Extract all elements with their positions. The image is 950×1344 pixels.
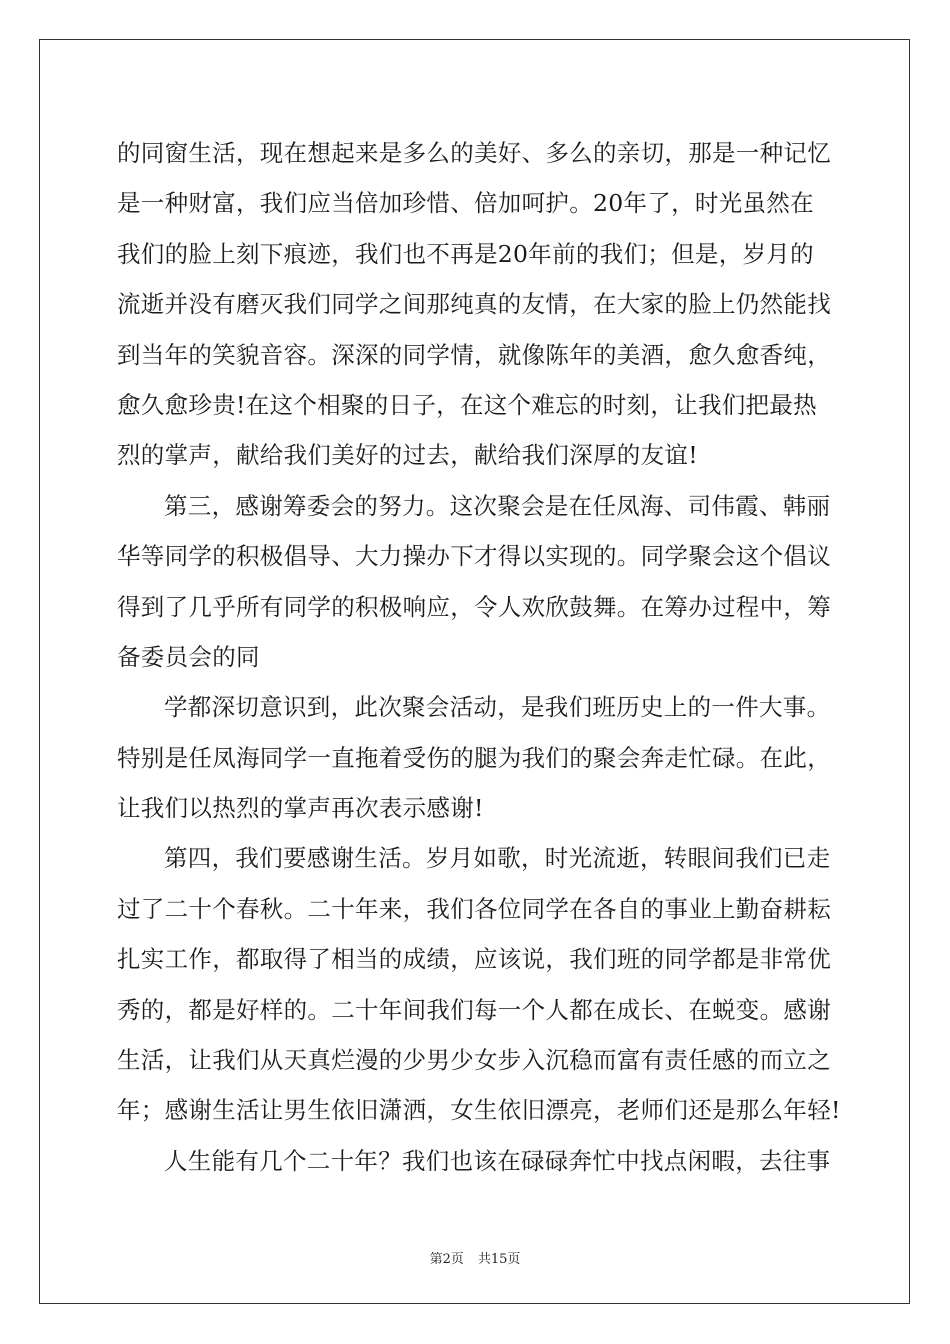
text-line: 流逝并没有磨灭我们同学之间那纯真的友情，在大家的脸上仍然能找	[117, 290, 831, 319]
text-line: 烈的掌声，献给我们美好的过去，献给我们深厚的友谊!	[117, 441, 698, 470]
page-number: 第2页	[429, 1252, 464, 1267]
text-line: 特别是任凤海同学一直拖着受伤的腿为我们的聚会奔走忙碌。在此，	[117, 743, 831, 772]
text-line: 人生能有几个二十年？我们也该在碌碌奔忙中找点闲暇，去往事	[164, 1146, 831, 1175]
text-line: 学都深切意识到，此次聚会活动，是我们班历史上的一件大事。	[164, 693, 831, 722]
text-line: 备委员会的同	[117, 642, 260, 671]
text-line: 的同窗生活，现在想起来是多么的美好、多么的亲切，那是一种记忆	[117, 139, 831, 167]
text-line: 过了二十个春秋。二十年来，我们各位同学在各自的事业上勤奋耕耘	[117, 894, 831, 923]
text-line: 年；感谢生活让男生依旧潇洒，女生依旧漂亮，老师们还是那么年轻!	[117, 1096, 841, 1125]
text-line: 我们的脸上刻下痕迹，我们也不再是20年前的我们；但是，岁月的	[117, 239, 814, 268]
text-line: 扎实工作，都取得了相当的成绩，应该说，我们班的同学都是非常优	[117, 945, 831, 974]
page-total: 共15页	[477, 1252, 521, 1267]
text-line: 华等同学的积极倡导、大力操办下才得以实现的。同学聚会这个倡议	[117, 542, 831, 571]
text-line: 得到了几乎所有同学的积极响应，令人欢欣鼓舞。在筹办过程中，筹	[117, 592, 831, 621]
text-line: 秀的，都是好样的。二十年间我们每一个人都在成长、在蜕变。感谢	[117, 995, 831, 1024]
text-line: 第三，感谢筹委会的努力。这次聚会是在任凤海、司伟霞、韩丽	[164, 491, 831, 520]
text-line: 愈久愈珍贵!在这个相聚的日子，在这个难忘的时刻，让我们把最热	[117, 390, 817, 419]
text-line: 是一种财富，我们应当倍加珍惜、倍加呵护。20年了，时光虽然在	[117, 189, 814, 218]
page-footer	[0, 1248, 950, 1267]
text-line: 生活，让我们从天真烂漫的少男少女步入沉稳而富有责任感的而立之	[117, 1046, 831, 1075]
document-body	[117, 128, 841, 1186]
text-line: 第四，我们要感谢生活。岁月如歌，时光流逝，转眼间我们已走	[164, 844, 831, 873]
text-line: 到当年的笑貌音容。深深的同学情，就像陈年的美酒，愈久愈香纯，	[117, 340, 831, 369]
text-line: 让我们以热烈的掌声再次表示感谢!	[117, 794, 484, 823]
